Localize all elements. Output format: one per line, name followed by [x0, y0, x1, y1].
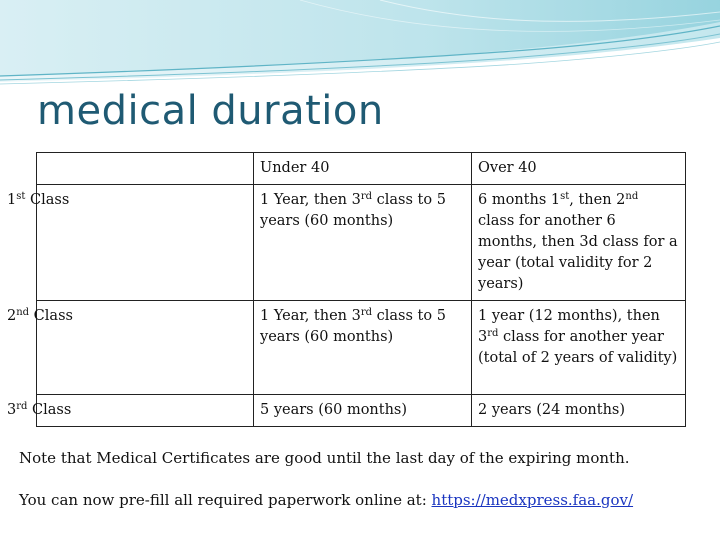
- table-row: [37, 301, 686, 395]
- row-label-3rd-class: 3rd Class: [37, 395, 254, 427]
- cell-3rd-over-40: 2 years (24 months): [472, 395, 686, 427]
- header-cell-under-40: Under 40: [254, 153, 472, 185]
- cell-2nd-over-40: 1 year (12 months), then 3rd class for another year (total of 2 years of validity): [472, 301, 686, 395]
- header-cell-empty: [37, 153, 254, 185]
- table-row: [37, 185, 686, 301]
- table-header-row: [37, 153, 686, 185]
- cell-1st-under-40: 1 Year, then 3rd class to 5 years (60 months): [254, 185, 472, 301]
- table-row: [37, 395, 686, 427]
- prefill-note-text: You can now pre-fill all required paperwork online at:: [19, 491, 432, 509]
- cell-1st-over-40: 6 months 1st, then 2nd class for another 6 months, then 3d class for a year (total validity for 2 years): [472, 185, 686, 301]
- expiry-note: Note that Medical Certificates are good until the last day of the expiring month.: [19, 449, 630, 467]
- slide-title: medical duration: [37, 88, 384, 134]
- row-label-2nd-class: 2nd Class: [37, 301, 254, 395]
- header-cell-over-40: Over 40: [472, 153, 686, 185]
- medxpress-link[interactable]: https://medxpress.faa.gov/: [431, 491, 634, 509]
- cell-3rd-under-40: 5 years (60 months): [254, 395, 472, 427]
- row-label-1st-class: 1st Class: [37, 185, 254, 301]
- cell-2nd-under-40: 1 Year, then 3rd class to 5 years (60 months): [254, 301, 472, 395]
- prefill-note: [19, 491, 633, 509]
- medical-duration-table: [7, 152, 686, 427]
- decorative-banner: [0, 0, 720, 90]
